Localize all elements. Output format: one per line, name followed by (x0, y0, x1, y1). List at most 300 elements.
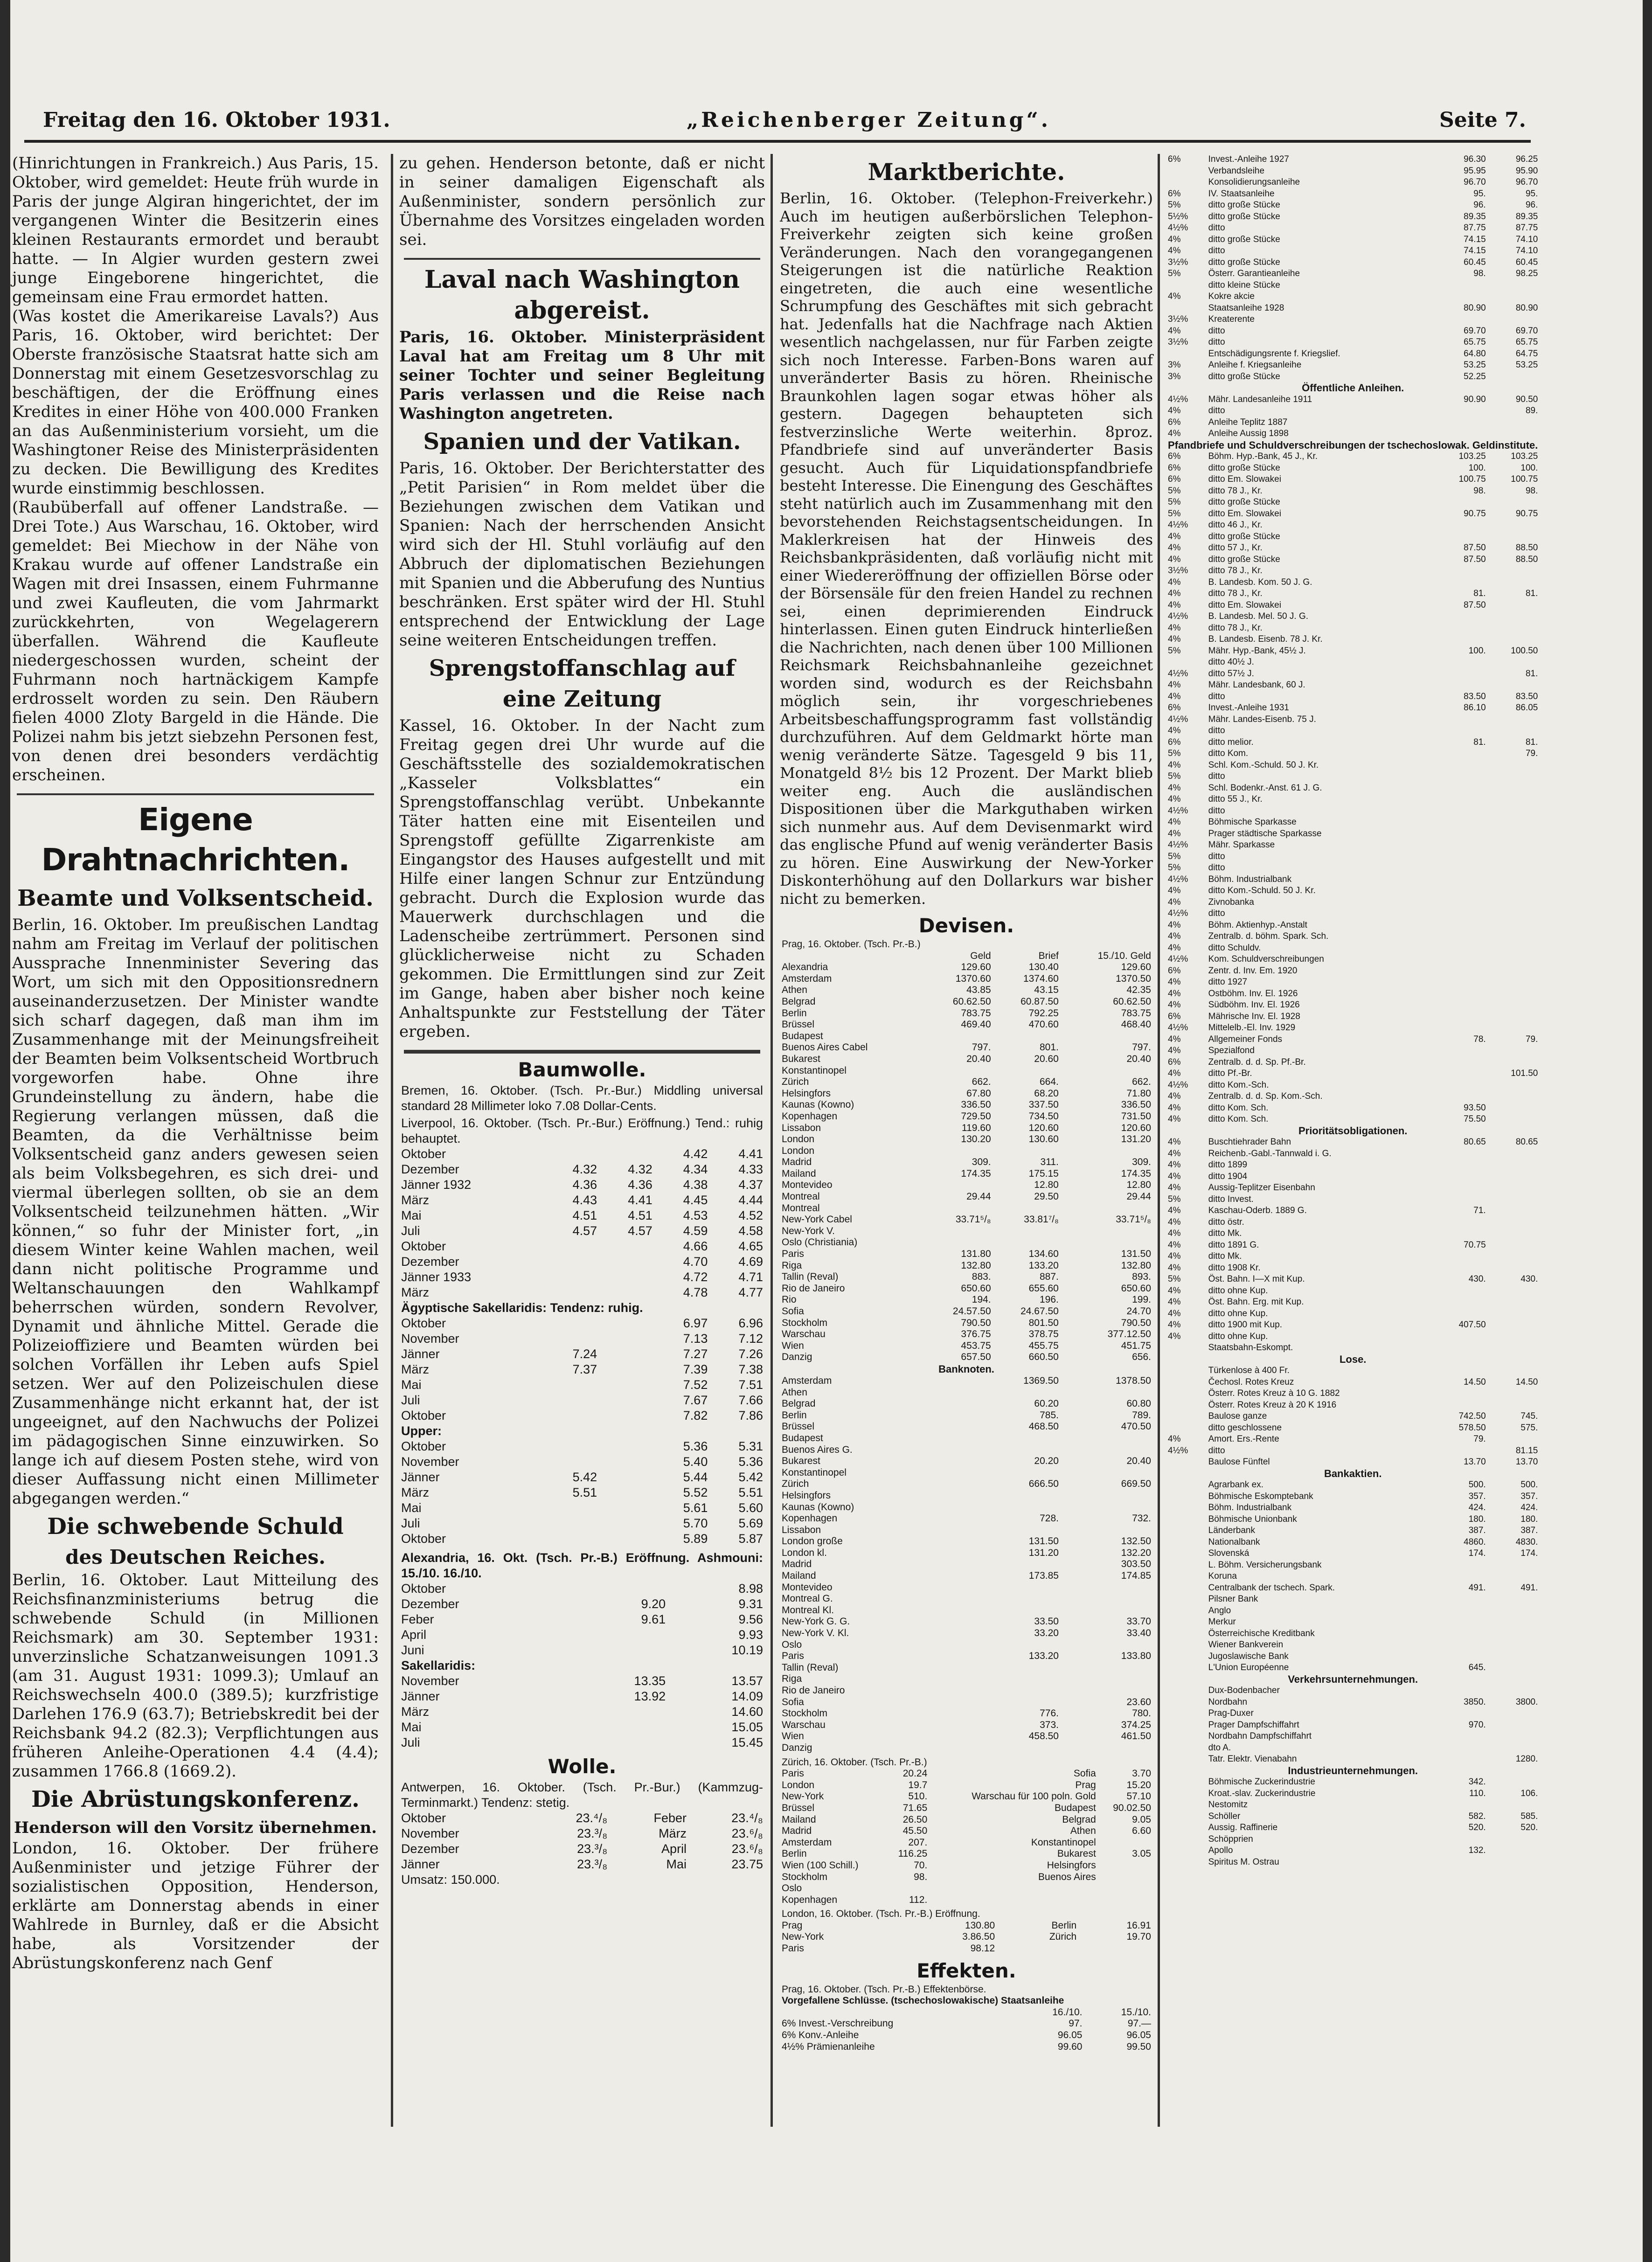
table-cell: 4.70 (683, 1255, 708, 1269)
table-cell: 112. (909, 1894, 928, 1905)
table-row (1166, 588, 1540, 600)
table-cell (1436, 314, 1488, 326)
table-cell: 6% Konv.-Anleihe (782, 2030, 859, 2041)
table-row (1166, 1205, 1540, 1217)
table-cell: 4.78 (683, 1285, 708, 1299)
table-row (1166, 1171, 1540, 1183)
table-row (780, 1570, 1153, 1582)
table-cell: 67.80 (966, 1088, 991, 1099)
table-row (780, 1513, 1153, 1525)
table-row (780, 1547, 1153, 1559)
table-cell: 15.45 (731, 1735, 763, 1749)
article-text: Kassel, 16. Oktober. In der Nacht zum Freitag gegen drei Uhr wurde auf die Geschäftsstelle des sozialdemokratischen „Kasseler Volksblattes“ ein Sprengstoffanschlag verübt. Unbekannte Täter hatten eine mit Eisenteilen und Sprengstoff gefüllte Zigarrenkiste am Eingangstor des Hauses aufgestellt und mit Hilfe einer langen Schnur zur Entzündung gebracht. Durch die Explosion wurde das Mauerwerk durchschlagen und die Ladenscheibe zertrümmert. Personen sind glücklicherweise nicht zu Schaden gekommen. Die Ermittlungen sind zur Zeit im Gange, haben aber bisher noch keine Anhaltspunkte zur Feststellung der Täter ergeben. (399, 716, 765, 1041)
table-cell (968, 1582, 1061, 1594)
table-cell (544, 1285, 599, 1300)
table-cell: 23.³/₈ (577, 1842, 608, 1856)
table-cell: 4% (1168, 760, 1181, 770)
table-cell: Zivnobanka (1208, 897, 1254, 907)
table-cell (1436, 611, 1488, 623)
table-cell (1061, 1662, 1153, 1674)
table-row (399, 1857, 765, 1872)
table-cell (1436, 1091, 1488, 1103)
table-cell: Jänner (401, 1470, 440, 1484)
table-cell: 5% (1168, 851, 1181, 861)
table-cell: 4.43 (572, 1193, 597, 1207)
table-cell: 103.25 (1511, 451, 1538, 461)
table-cell: 4% (1168, 406, 1181, 416)
table-row (780, 1134, 1153, 1145)
table-cell: 4% (1168, 1285, 1181, 1296)
table-cell: Juli (401, 1516, 420, 1530)
table-cell: 3% (1168, 360, 1181, 370)
table-cell: 458.50 (1028, 1731, 1059, 1742)
table-cell: 4% (1168, 1148, 1181, 1159)
table-cell: 7.51 (738, 1378, 763, 1392)
table-row (1166, 1091, 1540, 1103)
table-cell: 4.58 (738, 1224, 763, 1238)
table-cell: 4½% (1168, 874, 1188, 884)
table-cell: 60.45 (1464, 257, 1486, 267)
table-cell: ditto geschlossene (1208, 1422, 1282, 1433)
table-cell: ditto große Stücke (1208, 497, 1280, 507)
table-cell (1166, 1662, 1207, 1674)
table-cell (1488, 1319, 1540, 1331)
table-cell: 662. (1132, 1076, 1151, 1088)
table-cell (1436, 1617, 1488, 1628)
table-cell (1488, 771, 1540, 783)
table-cell: Zentralb. d. d. Sp. Kom.-Sch. (1208, 1091, 1323, 1101)
column-3 (780, 154, 1153, 2127)
table-cell: 5% (1168, 645, 1181, 656)
table-row (1166, 405, 1540, 417)
table-cell (570, 1581, 667, 1596)
table-cell: 99.50 (1126, 2041, 1151, 2052)
table-cell: 52.25 (1464, 371, 1486, 382)
table-cell (1488, 1776, 1540, 1788)
table-row (1166, 1285, 1540, 1297)
table-subheading: Ägyptische Sakellaridis: Tendenz: ruhig. (401, 1301, 643, 1315)
table-cell (1166, 1857, 1207, 1868)
table-row (780, 1318, 1153, 1329)
table-cell (570, 1735, 667, 1750)
table-row (780, 1837, 1153, 1849)
table-cell: 133.80 (1121, 1651, 1151, 1662)
table-cell: 13.57 (731, 1674, 763, 1688)
table-row (1166, 1582, 1540, 1594)
table-cell (1488, 874, 1540, 886)
table-cell (959, 1628, 968, 1639)
table-cell (1488, 314, 1540, 326)
table-cell (1436, 885, 1488, 897)
table-cell: 106. (1520, 1788, 1538, 1798)
table-cell: 98. (1473, 269, 1486, 278)
table-cell: ditto große Stücke (1208, 200, 1280, 210)
table-cell (570, 1720, 667, 1735)
table-cell: 89. (1525, 406, 1538, 416)
table-cell (1488, 920, 1540, 931)
table-cell: Ostböhm. Inv. El. 1926 (1208, 988, 1298, 999)
market-heading: Devisen. (918, 914, 1014, 937)
table-cell: Schöller (1208, 1811, 1241, 1821)
table-row (1166, 303, 1540, 314)
table-cell: 3.86.50 (962, 1931, 995, 1943)
column-2 (399, 154, 765, 2127)
table-cell: 74.10 (1515, 246, 1538, 256)
table-cell (1078, 1943, 1153, 1955)
table-row (1166, 1845, 1540, 1857)
table-cell: Slovenská (1208, 1548, 1249, 1558)
table-cell: 655.60 (1028, 1283, 1059, 1294)
table-cell: ditto Kom.-Schuld. 50 J. Kr. (1208, 886, 1316, 895)
table-cell: 7.86 (738, 1409, 763, 1422)
table-cell: 5% (1168, 508, 1181, 519)
table-cell (1061, 1467, 1153, 1479)
table-cell: 3.70 (1132, 1768, 1151, 1779)
table-cell: 174. (1468, 1548, 1486, 1558)
table-cell: Wien (782, 1731, 804, 1742)
table-cell: Anleihe Aussig 1898 (1208, 429, 1289, 438)
table-cell (1488, 1091, 1540, 1103)
table-cell (1436, 1857, 1488, 1868)
table-row (1166, 188, 1540, 200)
table-cell (959, 1490, 968, 1502)
table-cell: Anglo (1208, 1605, 1231, 1616)
table-row (399, 1393, 765, 1408)
table-cell: ditto (1208, 863, 1225, 873)
table-cell: Staatsbahn-Eskompt. (1208, 1343, 1293, 1353)
table-cell: Invest.-Anleihe 1931 (1208, 703, 1289, 713)
table-row (1166, 897, 1540, 909)
table-cell: Buenos Aires G. (782, 1444, 853, 1455)
table-cell: 88.50 (1515, 554, 1538, 564)
table-cell: 303.50 (1121, 1559, 1151, 1570)
news-item: (Raubüberfall auf offener Landstraße. — Drei Tote.) Aus Warschau, 16. Oktober, wird gemeldet: Bei Miechow in der Nähe von Krakau wurde auf offener Landstraße ein Wagen mit drei Insassen, einem Fuhrmanne und zwei Kaufleuten, die vom Jahrmarkt zurückkehrten, von Wegelagerern überfallen. Während die Kaufleute niedergeschossen wurden, scheint der Fuhrmann noch hartnäckigem Kampfe erdrosselt worden zu sein. Den Räubern fielen 4000 Zloty Bargeld in die Hände. Die Polizei nahm bis jetzt siebzehn Personen fest, von denen drei besonders verdächtig erscheinen. (12, 498, 379, 784)
table-cell (1098, 1894, 1153, 1906)
table-cell: 74.15 (1464, 246, 1486, 256)
table-row (1166, 1537, 1540, 1548)
table-cell (544, 1516, 599, 1531)
table-cell (1436, 1217, 1488, 1228)
column-header: 15./10. (1121, 2006, 1151, 2018)
table-cell: 132.80 (961, 1260, 991, 1271)
table-row (780, 1249, 1153, 1260)
table-cell: Riga (782, 1673, 802, 1685)
table-cell: Nordbahn Dampfschiffahrt (1208, 1731, 1312, 1741)
table-cell: Öffentliche Anleihen. (1302, 382, 1404, 394)
table-cell: 797. (1132, 1042, 1151, 1053)
table-row (1166, 1057, 1540, 1069)
table-cell: 65.75 (1464, 337, 1486, 347)
table-cell: 96.70 (1515, 177, 1538, 187)
table-cell: 6.96 (738, 1316, 763, 1330)
table-cell (1166, 1811, 1207, 1823)
market-heading: Wolle. (548, 1755, 617, 1778)
table-row (1166, 920, 1540, 931)
table-cell: Kaschau-Oderb. 1889 G. (1208, 1206, 1307, 1215)
table-cell (1488, 1022, 1540, 1034)
table-cell (1488, 611, 1540, 623)
table-cell: 26.50 (902, 1814, 928, 1825)
table-cell: 9.61 (641, 1612, 666, 1626)
table-cell: 98.12 (970, 1943, 995, 1954)
newspaper-page (10, 0, 1643, 2262)
table-cell (1436, 1297, 1488, 1308)
table-row (1166, 1731, 1540, 1742)
table-cell: Amsterdam (782, 1837, 832, 1848)
table-cell: Prag-Duxer (1208, 1708, 1254, 1718)
table-cell (1436, 1022, 1488, 1034)
table-cell: 4% (1168, 554, 1181, 564)
table-cell (599, 1454, 654, 1470)
table-cell: Zürich (782, 1478, 809, 1490)
table-cell: Zürich (782, 1076, 809, 1088)
table-cell: 357. (1468, 1491, 1486, 1501)
table-row (1166, 1068, 1540, 1080)
table-cell: Bukarest (1057, 1848, 1096, 1860)
table-cell (1166, 1651, 1207, 1663)
table-cell: 33.81⁷/₈ (1024, 1214, 1059, 1225)
table-row (399, 1673, 765, 1689)
table-cell: 132.50 (1121, 1536, 1151, 1547)
table-cell (1488, 1434, 1540, 1445)
table-row (1166, 680, 1540, 691)
table-row (1166, 1502, 1540, 1514)
table-cell: 45.50 (902, 1825, 928, 1837)
headline: Marktberichte. (868, 158, 1065, 186)
table-cell (1436, 531, 1488, 543)
table-cell: 90.50 (1515, 394, 1538, 404)
table-cell: 90.02.50 (1113, 1802, 1151, 1813)
table-cell (993, 1145, 1061, 1157)
table-cell: 95. (1525, 188, 1538, 199)
table-cell (925, 1180, 993, 1191)
table-cell: ditto Em. Slowakei (1208, 508, 1281, 519)
table-cell: Öst. Bahn. Erg. mit Kup. (1208, 1297, 1304, 1307)
table-cell (1436, 428, 1488, 440)
table-row (1166, 1011, 1540, 1023)
table-cell: 660.50 (1028, 1352, 1059, 1363)
table-cell: 470.50 (1121, 1421, 1151, 1432)
table-cell: Prager städtische Sparkasse (1208, 828, 1322, 839)
table-row (780, 1685, 1153, 1697)
table-cell: 60.45 (1515, 257, 1538, 267)
table-cell: 174.35 (1121, 1168, 1151, 1179)
table-row (780, 1894, 1153, 1906)
table-cell: ditto 1927 (1208, 977, 1248, 987)
table-cell (1488, 1605, 1540, 1617)
table-cell (1488, 908, 1540, 920)
table-cell: 645. (1468, 1663, 1486, 1672)
table-row (780, 1329, 1153, 1340)
article-text: Paris, 16. Oktober. Ministerpräsident Laval hat am Freitag um 8 Uhr mit seiner Tochter und seiner Begleitung Paris verlassen und die Reise nach Washington angetreten. (399, 328, 765, 423)
table-cell: Paris (782, 1768, 804, 1779)
table-row (1166, 623, 1540, 634)
table-cell: 4½% (1168, 611, 1188, 621)
table-row (1166, 211, 1540, 223)
table-cell (1436, 862, 1488, 874)
table-cell: 424. (1468, 1503, 1486, 1513)
table-cell (1436, 1400, 1488, 1411)
table-cell: Prag (1075, 1779, 1096, 1790)
table-cell: 4% (1168, 726, 1181, 735)
table-cell: 70.75 (1464, 1240, 1486, 1250)
table-cell: Prag (782, 1920, 803, 1931)
table-cell: 88.50 (1515, 543, 1538, 553)
table-cell (1488, 1057, 1540, 1069)
table-cell (1488, 851, 1540, 863)
table-cell: 98. (1473, 486, 1486, 496)
table-cell (1061, 1593, 1153, 1605)
table-cell: 662. (972, 1076, 991, 1088)
table-cell (968, 1559, 1061, 1570)
table-cell: Nestomitz (1208, 1800, 1248, 1810)
table-cell: 4.41 (628, 1193, 652, 1207)
table-cell: ditto (1208, 246, 1225, 256)
table-cell (1166, 177, 1207, 188)
table-cell (1436, 1594, 1488, 1605)
table-cell (1488, 943, 1540, 954)
table-cell: Montreal (782, 1191, 820, 1202)
table-row (1166, 634, 1540, 645)
table-cell: 3.05 (1132, 1848, 1151, 1860)
table-cell: 742.50 (1458, 1411, 1486, 1421)
table-cell: 130.80 (965, 1920, 995, 1931)
table-cell (1061, 1145, 1153, 1157)
table-row (780, 1467, 1153, 1479)
table-cell: 4.53 (683, 1208, 708, 1222)
table-cell: Alexandria (782, 962, 828, 973)
table-cell: 5% (1168, 863, 1181, 873)
table-cell (1488, 1159, 1540, 1171)
table-cell: 1280. (1515, 1754, 1538, 1764)
table-cell: 4% (1168, 1308, 1181, 1318)
table-cell: 4.32 (628, 1162, 652, 1176)
column-header: Geld (970, 950, 991, 961)
table-row (1166, 428, 1540, 440)
table-cell: ditto Invest. (1208, 1194, 1254, 1204)
table-row (1166, 714, 1540, 726)
table-cell: Lissabon (782, 1122, 821, 1133)
table-row (1166, 474, 1540, 486)
table-row (780, 1803, 1153, 1814)
table-cell: 4% (1168, 1251, 1181, 1261)
table-cell: 101.50 (1511, 1069, 1538, 1078)
table-cell (1488, 1205, 1540, 1217)
table-cell: 4.52 (738, 1208, 763, 1222)
table-cell (1166, 1514, 1207, 1526)
table-cell: Bankaktien. (1324, 1467, 1382, 1479)
table-row (780, 1742, 1153, 1754)
table-cell: 797. (972, 1042, 991, 1053)
table-cell (1436, 748, 1488, 760)
table-cell (599, 1408, 654, 1423)
table-row (1166, 1594, 1540, 1605)
table-row (1166, 1365, 1540, 1377)
table-row (780, 1920, 1153, 1932)
table-cell: Kopenhagen (782, 1894, 838, 1905)
table-cell (1436, 931, 1488, 943)
table-cell (1166, 348, 1207, 360)
table-cell: Wiener Bankverein (1208, 1640, 1284, 1650)
table-row (399, 1146, 765, 1162)
table-cell: Athen (782, 1387, 807, 1398)
table-row (1166, 1697, 1540, 1708)
table-row (780, 1283, 1153, 1295)
table-cell: Oktober (401, 1811, 446, 1825)
table-cell (968, 1685, 1061, 1697)
table-cell: 89.35 (1464, 211, 1486, 222)
table-cell (1061, 1226, 1153, 1237)
table-row (1166, 1662, 1540, 1674)
table-cell: Dezember (401, 1255, 459, 1269)
table-row (1166, 1685, 1540, 1697)
table-row (1166, 1022, 1540, 1034)
table-row (1166, 531, 1540, 543)
table-cell: 430. (1520, 1274, 1538, 1284)
table-cell: Amort. Ers.-Rente (1208, 1434, 1279, 1444)
table-row (1166, 542, 1540, 554)
table-cell (544, 1408, 599, 1423)
table-cell (1436, 977, 1488, 988)
table-cell (599, 1346, 654, 1362)
table-cell: 12.80 (1126, 1180, 1151, 1191)
table-cell: 7.12 (738, 1332, 763, 1346)
table-cell (1488, 1617, 1540, 1628)
table-cell (993, 1237, 1061, 1249)
table-cell: 43.15 (1034, 985, 1059, 996)
table-cell: 4½% (1168, 909, 1188, 918)
table-cell: Konstantinopel (782, 1467, 847, 1478)
table-cell: ditto (1208, 223, 1225, 233)
table-cell: New-York V. (782, 1225, 835, 1236)
table-cell: 81. (1473, 737, 1486, 747)
table-cell (599, 1393, 654, 1408)
table-cell: Österr. Rotes Kreuz à 20 K 1916 (1208, 1400, 1337, 1410)
table-cell: ditto 57½ J. (1208, 668, 1254, 679)
page-number: Seite 7. (1439, 108, 1526, 132)
table-cell: Helsingfors (782, 1088, 831, 1099)
table-cell (1436, 565, 1488, 577)
table-cell (1436, 1708, 1488, 1720)
table-cell (1436, 497, 1488, 508)
table-cell: Zürich (1049, 1931, 1077, 1943)
table-cell: April (661, 1842, 687, 1856)
table-cell: IV. Staatsanleihe (1208, 188, 1275, 199)
table-cell: 7.39 (683, 1362, 708, 1376)
table-cell: 430. (1468, 1274, 1486, 1284)
table-cell (1488, 1308, 1540, 1320)
table-cell: April (401, 1628, 427, 1642)
table-row (780, 1673, 1153, 1685)
table-cell: 4% (1168, 429, 1181, 438)
table-cell (1436, 954, 1488, 965)
table-cell: 64.80 (1464, 348, 1486, 359)
table-row (780, 1478, 1153, 1490)
table-cell: 510. (908, 1791, 928, 1802)
table-cell (1166, 1457, 1207, 1468)
market-text: Alexandria, 16. Okt. (Tsch. Pr.-B.) Eröffnung. Ashmouni: 15./10. 16./10. (401, 1551, 763, 1580)
table-cell (1436, 1308, 1488, 1320)
table-cell: Tallin (Reval) (782, 1271, 839, 1283)
table-cell: 74.15 (1464, 234, 1486, 244)
table-cell: ditto Mk. (1208, 1228, 1242, 1238)
table-cell: 98. (1525, 486, 1538, 496)
table-row (1166, 748, 1540, 760)
table-cell: 4% (1168, 897, 1181, 907)
table-row (399, 1704, 765, 1720)
table-row (399, 1720, 765, 1735)
table-cell: 100.75 (1458, 474, 1486, 484)
